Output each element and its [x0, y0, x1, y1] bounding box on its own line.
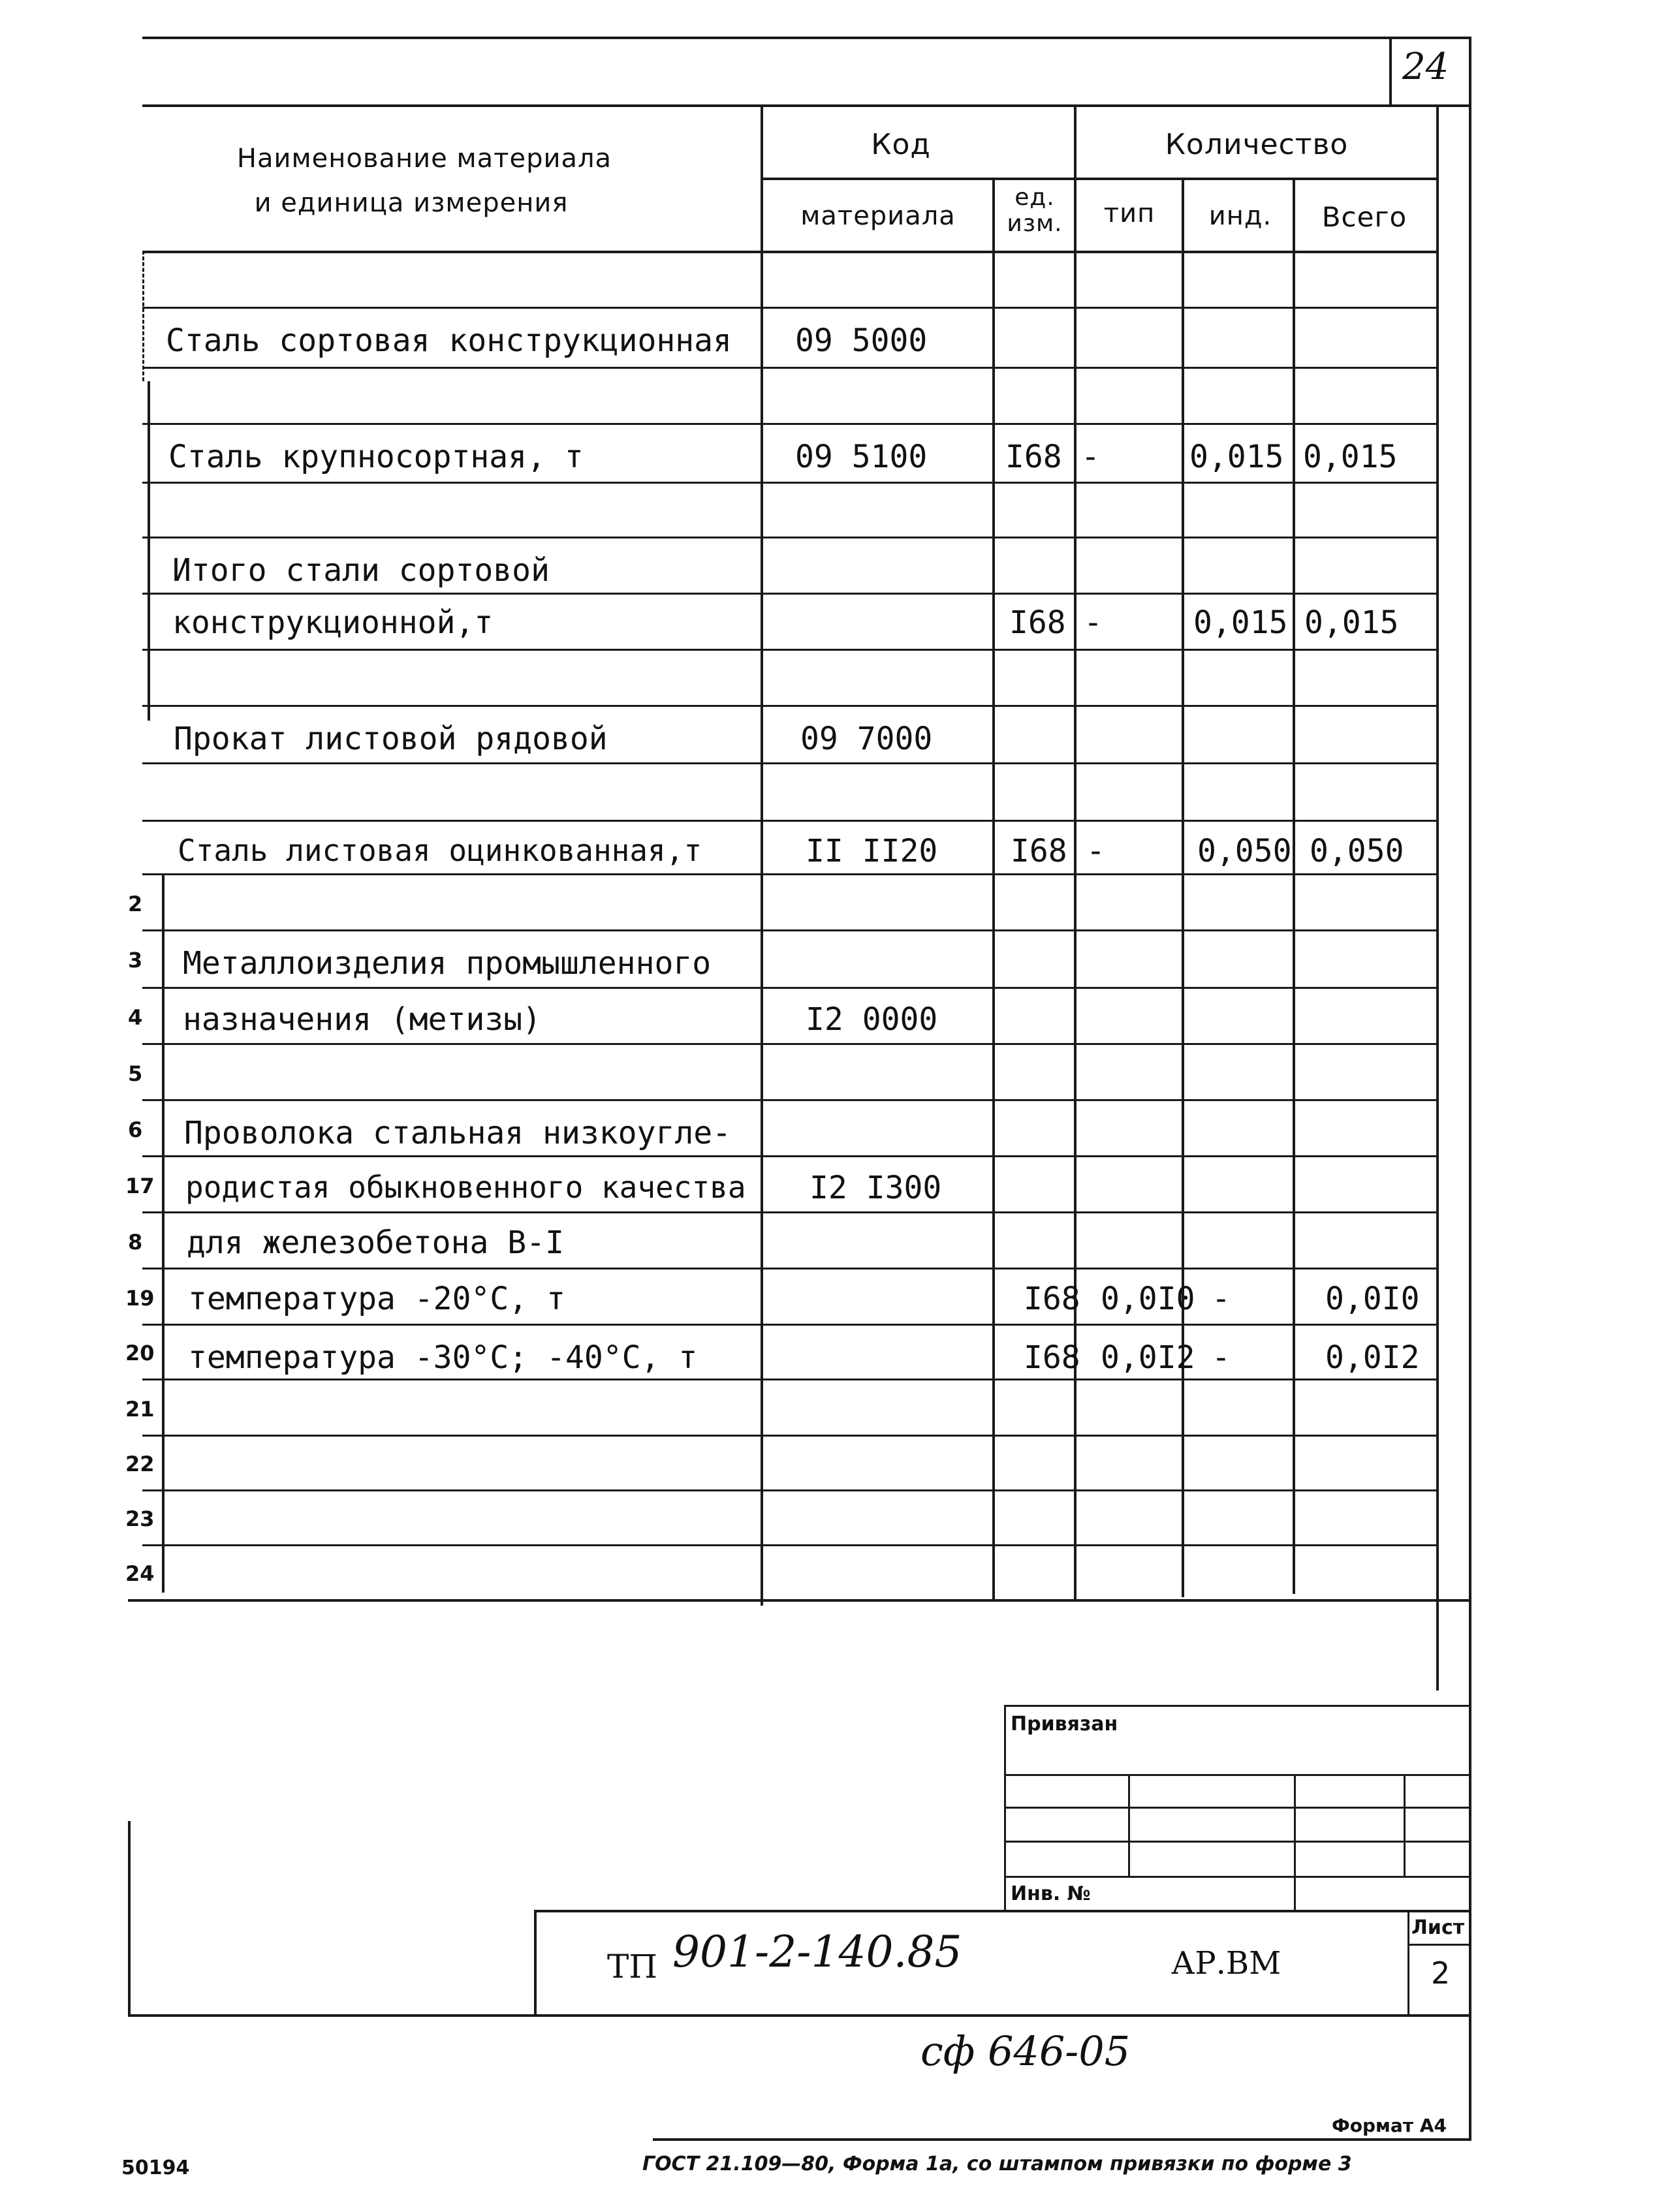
right-outer-frame	[1469, 37, 1471, 2138]
row-line	[142, 1043, 1436, 1045]
row-ind: 0,050	[1197, 833, 1292, 869]
stamp-grid-line	[1128, 1774, 1130, 1876]
row-unit: I68	[1005, 439, 1062, 475]
sheet-label: Лист	[1411, 1916, 1465, 1939]
row-line	[142, 820, 1436, 822]
title-block-left	[534, 1910, 537, 2014]
row-line	[142, 423, 1436, 425]
row-line	[142, 1489, 1436, 1491]
stamp-inv-label: Инв. №	[1011, 1882, 1091, 1905]
row-name: Металлоизделия промышленного	[183, 945, 712, 982]
left-edge-line-low	[162, 875, 165, 1593]
sheet-box-left	[1407, 1910, 1409, 2014]
row-line	[142, 1435, 1436, 1437]
header-code: Код	[871, 128, 931, 161]
row-total: 0,015	[1303, 439, 1398, 475]
stamp-grid-line	[1004, 1807, 1471, 1809]
row-number: 6	[128, 1117, 143, 1142]
header-quantity: Количество	[1165, 128, 1349, 161]
row-line	[142, 705, 1436, 707]
row-type: -	[1081, 439, 1100, 475]
row-name: Сталь листовая оцинкованная,т	[178, 833, 702, 868]
name-column-right	[761, 104, 763, 1606]
row-type: 0,0I0	[1101, 1281, 1195, 1317]
row-code: 09 7000	[800, 721, 933, 757]
type-column-right	[1182, 178, 1184, 1597]
row-line	[142, 1379, 1436, 1380]
corner-box-divider	[1389, 37, 1392, 106]
row-line	[142, 307, 1436, 309]
row-line	[142, 482, 1436, 484]
row-name: Сталь сортовая конструкционная	[166, 322, 732, 359]
tp-label: ТП	[607, 1948, 657, 1986]
row-name: родистая обыкновенного качества	[185, 1170, 746, 1205]
row-code: I2 0000	[806, 1001, 938, 1038]
row-line	[142, 929, 1436, 931]
title-block-top	[534, 1910, 1471, 1912]
row-ind: -	[1212, 1281, 1231, 1317]
row-line	[142, 1099, 1436, 1101]
row-number: 5	[128, 1061, 143, 1086]
row-type: 0,0I2	[1101, 1339, 1195, 1376]
corner-sheet-number: 24	[1402, 46, 1449, 88]
row-total: 0,0I0	[1325, 1281, 1420, 1317]
unit-column-left	[992, 178, 995, 1600]
row-number: 19	[125, 1286, 155, 1311]
row-number: 3	[128, 948, 143, 973]
row-type: -	[1086, 833, 1105, 869]
row-number: 4	[128, 1005, 143, 1030]
row-unit: I68	[1024, 1281, 1080, 1317]
row-name: конструкционной,т	[172, 604, 494, 641]
table-bottom-line	[128, 1599, 1469, 1602]
row-name: Сталь крупносортная, т	[168, 439, 584, 475]
row-code: I2 I300	[809, 1170, 942, 1206]
row-number: 22	[125, 1452, 155, 1476]
sheet-box-divider	[1407, 1944, 1471, 1946]
footer-line	[653, 2138, 1471, 2141]
row-ind: 0,015	[1189, 439, 1284, 475]
row-line	[142, 593, 1436, 595]
row-total: 0,0I2	[1325, 1339, 1420, 1376]
row-name: температура -20°С, т	[188, 1281, 565, 1317]
row-number: 21	[125, 1397, 155, 1422]
row-line	[142, 649, 1436, 651]
right-inner-frame	[1436, 104, 1439, 1690]
row-line	[142, 762, 1436, 764]
row-number: 24	[125, 1561, 155, 1586]
row-number: 8	[128, 1230, 143, 1254]
stamp-grid-line	[1004, 1876, 1471, 1878]
row-name: Прокат листовой рядовой	[174, 721, 608, 757]
row-number: 23	[125, 1506, 155, 1531]
row-line	[142, 1211, 1436, 1213]
header-material: материала	[800, 201, 956, 231]
header-code-underline	[761, 178, 1436, 180]
top-frame-line	[142, 37, 1470, 39]
title-block-bottom	[128, 2014, 1471, 2017]
header-unit-line2: изм.	[1007, 210, 1063, 237]
row-unit: I68	[1009, 604, 1066, 641]
row-line	[142, 537, 1436, 538]
header-top-line	[142, 104, 1470, 107]
header-bottom-line	[142, 251, 1436, 253]
header-unit-line1: ед.	[1014, 184, 1055, 211]
tp-number-handwritten: 901-2-140.85	[672, 1927, 962, 1977]
row-ind: -	[1212, 1339, 1231, 1376]
row-name: Проволока стальная низкоугле-	[184, 1115, 732, 1151]
doc-code: АР.ВМ	[1171, 1945, 1281, 1982]
row-line	[142, 873, 1436, 875]
stamp-grid-line	[1294, 1774, 1296, 1912]
row-line	[142, 367, 1436, 369]
stamp-top-line	[1004, 1705, 1471, 1707]
left-edge-line-mid	[148, 381, 150, 721]
header-total: Всего	[1321, 201, 1407, 233]
stamp-left-line	[1004, 1705, 1006, 1912]
stamp-privyazan-label: Привязан	[1011, 1713, 1118, 1736]
row-number: 17	[125, 1174, 155, 1198]
stamp-grid-line	[1004, 1774, 1471, 1776]
row-name: назначения (метизы)	[183, 1001, 542, 1038]
header-ind: инд.	[1208, 201, 1272, 231]
format-label: Формат А4	[1332, 2115, 1447, 2136]
row-line	[142, 1155, 1436, 1157]
archive-number: 50194	[121, 2157, 190, 2179]
row-code: 09 5100	[795, 439, 928, 475]
row-unit: I68	[1011, 833, 1067, 869]
row-type: -	[1084, 604, 1103, 641]
row-code: II II20	[806, 833, 938, 869]
row-name: для железобетона В-I	[187, 1224, 564, 1261]
row-total: 0,015	[1304, 604, 1399, 641]
gost-text: ГОСТ 21.109—80, Форма 1а, со штампом привязки по форме 3	[642, 2153, 1352, 2175]
handwritten-note: сф 646-05	[920, 2027, 1131, 2075]
row-total: 0,050	[1310, 833, 1404, 869]
row-ind: 0,015	[1193, 604, 1288, 641]
row-number: 2	[128, 892, 143, 916]
row-line	[142, 987, 1436, 989]
left-edge-line	[142, 251, 144, 381]
header-name-line2: и единица измерения	[254, 188, 569, 218]
row-line	[142, 1544, 1436, 1546]
row-name: температура -30°С; -40°С, т	[188, 1339, 698, 1376]
row-name: Итого стали сортовой	[172, 552, 550, 589]
stamp-grid-line	[1404, 1774, 1406, 1876]
left-bottom-frame	[128, 1821, 131, 2017]
header-name-line1: Наименование материала	[236, 144, 612, 174]
row-line	[142, 1324, 1436, 1326]
sheet-number: 2	[1431, 1955, 1451, 1991]
row-code: 09 5000	[795, 322, 928, 359]
row-number: 20	[125, 1341, 155, 1365]
row-unit: I68	[1024, 1339, 1080, 1376]
row-line	[142, 1268, 1436, 1270]
stamp-grid-line	[1004, 1841, 1471, 1843]
ind-column-right	[1293, 178, 1295, 1594]
header-type: тип	[1103, 198, 1155, 228]
